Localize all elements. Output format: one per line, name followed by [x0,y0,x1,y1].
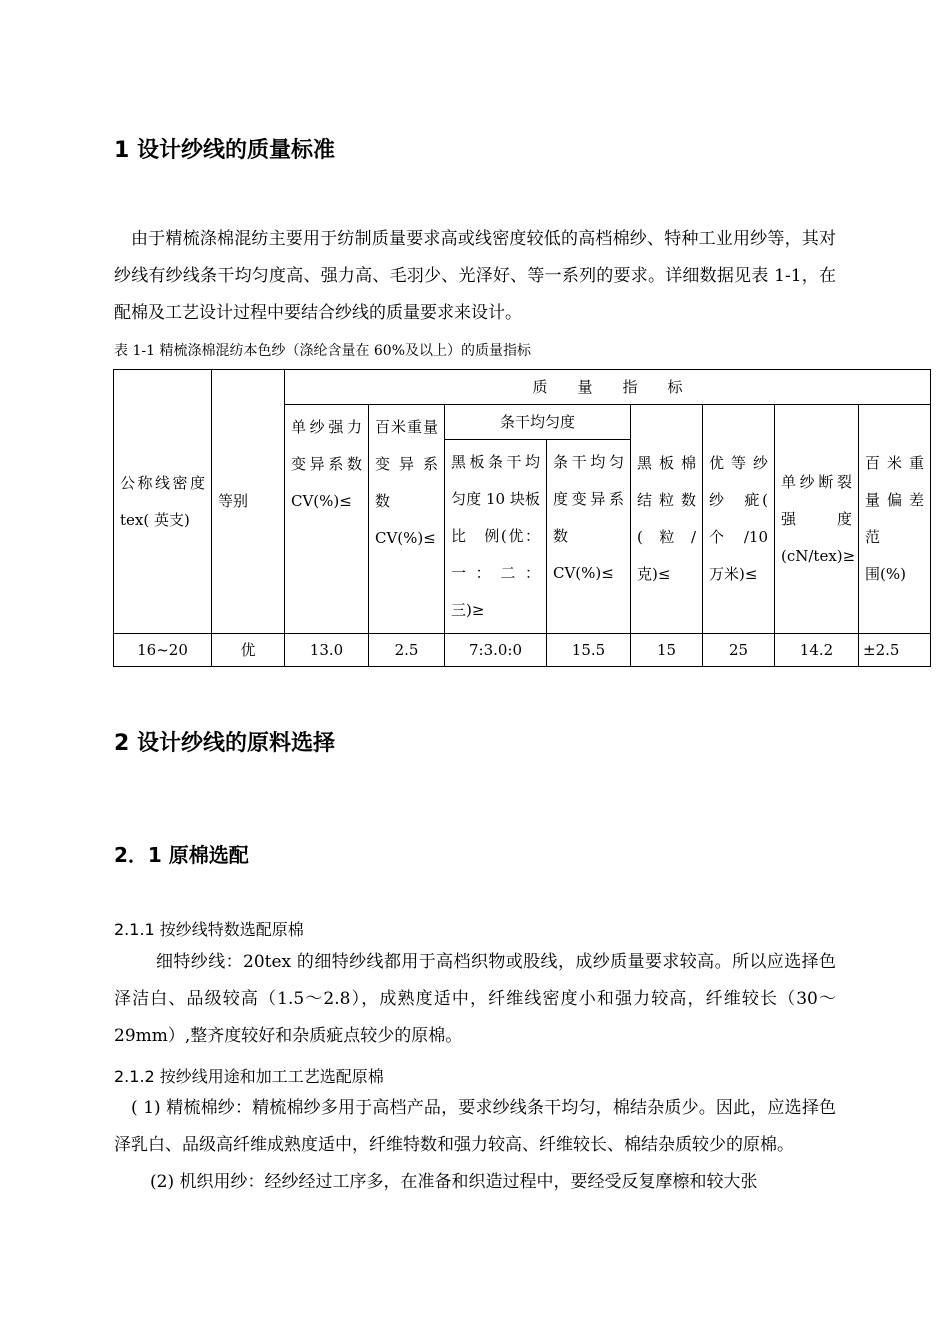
section-1-text: 由于精梳涤棉混纺主要用于纺制质量要求高或线密度较低的高档棉纱、特种工业用纱等，其对纱线有纱线条干均匀度高、强力高、毛羽少、光泽好、等一系列的要求。详细数据见表 1-1，在配棉及工艺设计过程中要结合纱线的质量要求来设计。 [114,229,836,323]
header-evenness: 条干均匀度 [445,405,631,440]
combed-yarn-text: ( 1) 精梳棉纱：精梳棉纱多用于高档产品，要求纱线条干均匀，棉结杂质少。因此，应选择色泽乳白、品级高纤维成熟度适中，纤维特数和强力较高、纤维较长、棉结杂质较少的原棉。 [114,1098,836,1155]
weaving-yarn-text: (2) 机织用纱：经纱经过工序多，在准备和织造过程中，要经受反复摩檫和较大张 [150,1172,758,1192]
header-tenacity: 单纱断裂 强 度(cN/tex)≥ [775,405,859,634]
section-1-heading: 1 设计纱线的质量标准 [114,138,335,163]
cell-blackboard-evenness: 7:3.0:0 [445,634,547,667]
cell-weight-cv: 2.5 [369,634,445,667]
header-evenness-cv: 条干均匀度变异系数CV(%)≤ [547,440,631,634]
section-1-paragraph [114,221,836,332]
section-2-heading: 2 设计纱线的原料选择 [114,731,335,756]
subsection-2-1-2-paragraph [114,1090,836,1201]
subsection-2-1-1-heading: 2.1.1 按纱线特数选配原棉 [114,920,304,939]
subsection-2-1-heading: 2．1 原棉选配 [114,843,249,867]
cell-density: 16~20 [114,634,212,667]
header-blackboard-evenness: 黑板条干均匀度 10 块板 比 例(优：一：二：三)≥ [445,440,547,634]
cell-strength-cv: 13.0 [285,634,369,667]
cell-weight-deviation: ±2.5 [859,634,931,667]
header-weight-cv: 百米重量变异系 数CV(%)≤ [369,405,445,634]
cell-defects: 25 [703,634,775,667]
subsection-2-1-2-heading: 2.1.2 按纱线用途和加工工艺选配原棉 [114,1067,384,1086]
header-neps: 黑板棉结粒数(粒/克)≤ [631,405,703,634]
header-grade: 等别 [212,370,285,634]
table-row [114,634,931,667]
cell-tenacity: 14.2 [775,634,859,667]
table-caption: 表 1-1 精梳涤棉混纺本色纱（涤纶含量在 60%及以上）的质量指标 [114,343,532,359]
header-quality-indicators: 质 量 指 标 [285,370,931,405]
quality-table [113,369,940,667]
cell-neps: 15 [631,634,703,667]
subsection-2-1-1-text: 细特纱线：20tex 的细特纱线都用于高档织物或股线，成纱质量要求较高。所以应选择色泽洁白、品级较高（1.5～2.8），成熟度适中，纤维线密度小和强力较高，纤维较长（30～29mm）,整齐度较好和杂质疵点较少的原棉。 [114,952,836,1046]
cell-grade: 优 [212,634,285,667]
header-density: 公称线密度 tex( 英支) [114,370,212,634]
cell-evenness-cv: 15.5 [547,634,631,667]
header-weight-deviation: 百米重量偏差 范 围(%) [859,405,931,634]
subsection-2-1-1-paragraph [114,944,836,1055]
header-strength-cv: 单纱强力变异系数CV(%)≤ [285,405,369,634]
header-defects: 优等纱 纱 疵( 个 /10 万米)≤ [703,405,775,634]
